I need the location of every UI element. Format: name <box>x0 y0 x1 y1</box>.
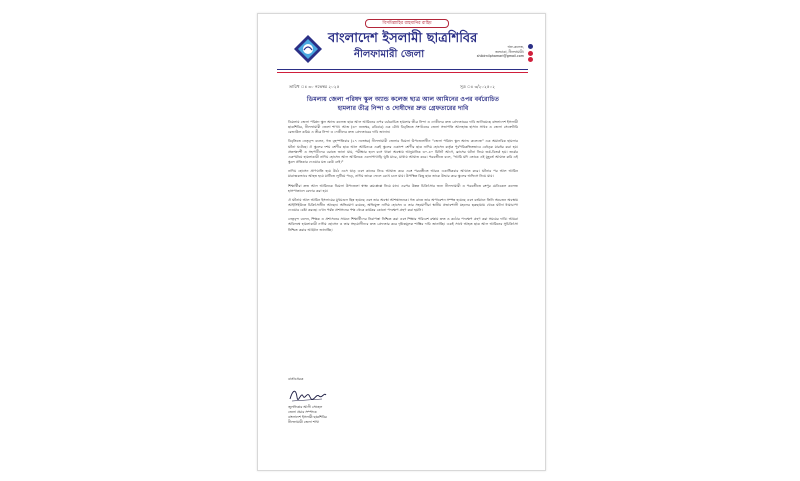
social-icons <box>528 44 534 64</box>
headline <box>290 95 516 113</box>
bismillah-tagline: বিসমিল্লাহির রাহমানির রাহিম <box>365 19 449 28</box>
release-date: তারিখ ঃ ৩০ নভেম্বর ২০২৫ <box>289 84 340 89</box>
organization-name: বাংলাদেশ ইসলামী ছাত্রশিবির <box>328 31 478 46</box>
signature-block <box>288 376 398 425</box>
body-text <box>288 120 518 237</box>
signatory-org: বাংলাদেশ ইসলামী ছাত্রশিবির <box>288 415 327 419</box>
press-release-page <box>257 13 546 471</box>
organization-logo-icon <box>293 34 323 64</box>
signatory-unit: নীলফামারী জেলা শাখা <box>288 420 319 424</box>
header-divider-accent <box>277 72 528 73</box>
contact-block <box>462 45 524 59</box>
paragraph: নাদিম হোসেন প্রাণঘাতি হয়ে উঠে এসে ঘাড় এবং কানের নিচে আঘাত করে এবং পরবর্তীতে আরও একাধিকবার আঘাত করে। ঘটনার পর আল আমিন মারাত্মকভাবে আহত হয়ে মাটিতে লুটিয়ে পড়ে, নাদিম তাকে ফেলে রেখে চলে যায়। উপস্থিত কিছু ছাত্র তাকে উদ্ধার করে স্কুলের অফিসে নিয়ে যায়। <box>288 169 518 179</box>
signatory-name: জুলফিকার আলী সোহেল <box>288 405 323 409</box>
header-divider <box>277 69 528 70</box>
reference-number: সূত্র ঃ ৩/২০২৫০২ <box>460 84 495 89</box>
paragraph: বিবৃতিতে নেতৃবৃন্দ বলেন, গত বৃহস্পতিবার (২৭ নভেম্বর) নীলফামারী জেলার ডিমলা উপজেলাধীন "জেলা পরিষদ স্কুল অ্যান্ড কলেজে" এক অমানবিক হামলার ঘটনা ঘটেছে। ঐ স্কুলের দশম শ্রেণীর ছাত্র আল আমিনকে একই স্কুলের একাদশ শ্রেণীর ছাত্র নাদিম হোসেন কর্তৃক পূর্বপরিকল্পিতভাবে বেধড়ক মারধর করা হয়। প্রত্যক্ষদর্শী ও সহপাঠীদের বরাতে জানা যায়, পরীক্ষার হলে বসে থাকা অবস্থায় আনুমানিক ৩০-৪০ মিনিট আগে, ক্লাসের ঘটনা নিয়ে তর্ক-বিতর্ক হয়। তর্কের একপর্যায়ে হামলাকারী নাদিম হোসেন আল আমিনকে এলোপাথাড়ি ঘুষি মারে, মাথায় আঘাত করে। পরবর্তীতে বলে, "আমি যদি তোকে এই মুহূর্তে আঘাত করি এই স্কুলে প্রতিকার দেওয়ার মত কেউ নেই।" <box>288 139 518 164</box>
paragraph: শিক্ষার্থীরা দ্রুত আল আমিনকে ডিমলা উপজেলা স্বাস্থ্য কমপ্লেক্সে নিয়ে যান। এরপর উন্নত চিকিৎসার জন্য নীলফামারী ও পরবর্তীতে রংপুর মেডিকেল কলেজ হাসপাতালে রেফার করা হয়। <box>288 183 518 193</box>
phone-icon <box>528 51 533 56</box>
paragraph: ঐ ঘটনায় আল আমিন ইসলামের মুখমণ্ডল ছিন্ন হয়েছে এবং তার অবস্থা আশঙ্কাজনক। গত রাতে তার অপারেশন সম্পন্ন হয়েছে এবং বর্তমানে তিনি অচেতন অবস্থায় আইসিইউতে চিকিৎসাধীন আছেন। অভিযোগ রয়েছে, অভিযুক্ত নাদিম হোসেন ও তার সহযোগীরা স্থানীয় প্রভাবশালী মহলের ছত্রছায়ায় থেকে ঘটনা ধামাচাপা দেওয়ার চেষ্টা করছে। এখন পর্যন্ত প্রশাসনের পক্ষ থেকে কার্যকর কোনো পদক্ষেপ গ্রহণ করা হয়নি। <box>288 197 518 213</box>
contact-line-2: জলঢাকা, নীলফামারী। <box>494 49 524 54</box>
email-icon <box>528 57 533 62</box>
handwritten-signature-icon <box>288 387 328 403</box>
facebook-icon <box>528 44 533 49</box>
regards-label: বার্তাপ্রেরক <box>288 377 304 381</box>
headline-line-2: হামলার তীব্র নিন্দা ও দোষীদের দ্রুত গ্রেফতারের দাবি <box>337 105 469 112</box>
contact-email: shibirnilphamari@gmail.com <box>476 54 524 59</box>
contact-line-1: অফ.কলেজ, <box>507 45 524 49</box>
unit-name: নীলফামারী জেলা <box>354 49 425 60</box>
paragraph: ডিমলায় জেলা পরিষদ স্কুল অ্যান্ড কলেজ ছাত্র আল আমিনের ওপর বর্বরোচিত হামলার তীব্র নিন্দা ও দোষীদের দ্রুত গ্রেফতারের দাবি জানিয়েছে বাংলাদেশ ইসলামী ছাত্রশিবির, নীলফামারী জেলা শাখা। আজ (৩০ নভেম্বর, রবিবার) এক যৌথ বিবৃতিতে সংগঠনের জেলা সভাপতি আলহাজ্ব হাসান সাথৰ ও জেলা সেক্রেটারি রেজাউল করিম এ তীব্র নিন্দা ও দোষীদের দ্রুত গ্রেফতারের দাবি জানান। <box>288 120 518 135</box>
paragraph: নেতৃবৃন্দ বলেন, শিক্ষক ও প্রশাসনের সামনে শিক্ষার্থীদের নিরাপত্তা নিশ্চিত করা এবং শিক্ষার পরিবেশ রক্ষায় দ্রুত ও কঠোর পদক্ষেপ গ্রহণ করা সময়ের দাবি। আমরা অবিলম্বে হামলাকারী নাদিম হোসেন ও তার সহযোগীদের দ্রুত গ্রেফতার করে দৃষ্টান্তমূলক শাস্তির দাবি জানাচ্ছি। একই সাথে আহত ছাত্র আল আমিনের সুচিকিৎসা নিশ্চিত করার আহ্বান জানাচ্ছি। <box>288 217 518 232</box>
headline-line-1: ডিমলায় জেলা পরিষদ স্কুল অ্যান্ড কলেজ ছাত্র আল আমিনের ওপর বর্বরোচিত <box>306 96 500 103</box>
signatory-title: জেলা প্রচার সম্পাদক <box>288 410 317 414</box>
